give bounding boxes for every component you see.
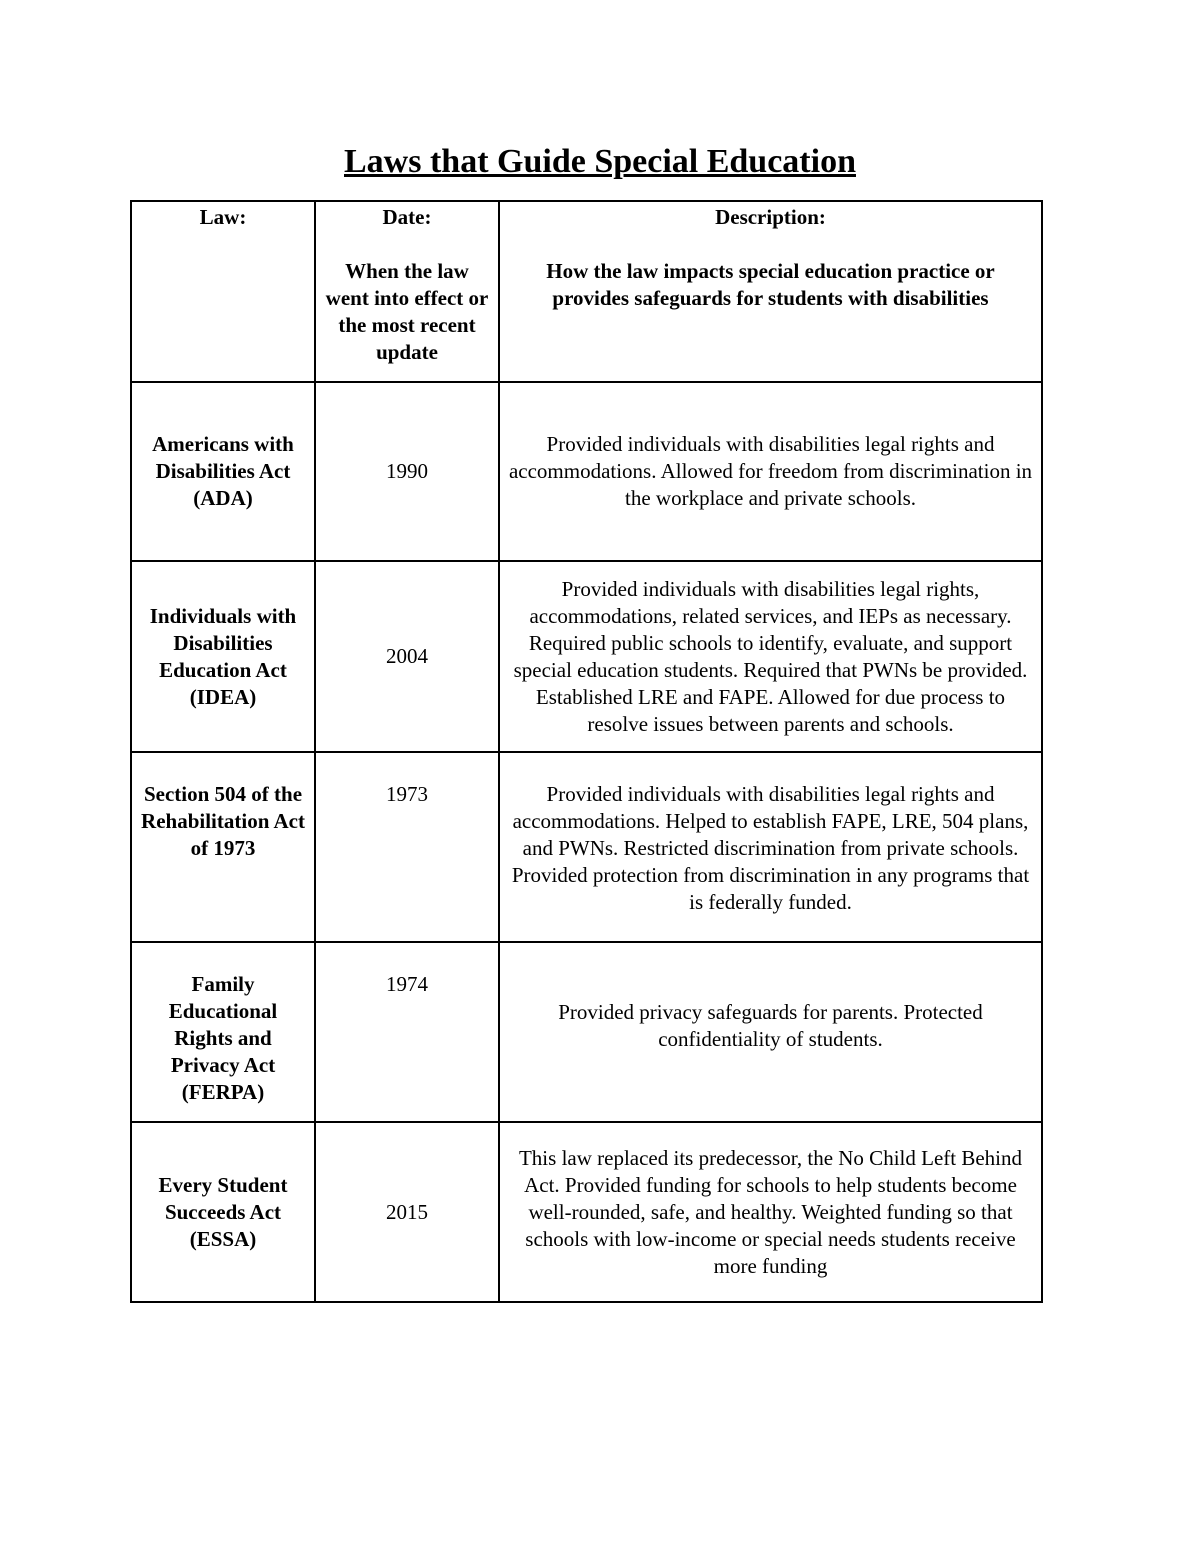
- header-description: [499, 201, 1042, 382]
- header-date-label: Date:: [382, 205, 432, 229]
- law-description: Provided individuals with disabilities legal rights and accommodations. Helped to establish FAPE, LRE, 504 plans, and PWNs. Restricted discrimination from private schools. Provided protection from discrimination in any programs that is federally funded.: [499, 752, 1042, 942]
- law-name: Individuals with Disabilities Education Act (IDEA): [131, 561, 315, 752]
- law-name: Americans with Disabilities Act (ADA): [131, 382, 315, 561]
- header-date-subtitle: When the law went into effect or the most recent update: [325, 259, 489, 364]
- header-law: [131, 201, 315, 382]
- law-date: 1990: [315, 382, 499, 561]
- law-description: Provided privacy safeguards for parents. Protected confidentiality of students.: [499, 942, 1042, 1122]
- table-row: [131, 942, 1042, 1122]
- table-row: [131, 561, 1042, 752]
- law-description: Provided individuals with disabilities legal rights and accommodations. Allowed for freedom from discrimination in the workplace and private schools.: [499, 382, 1042, 561]
- laws-table: [130, 200, 1043, 1303]
- page-title: Laws that Guide Special Education: [344, 143, 856, 180]
- header-law-label: Law:: [199, 205, 247, 229]
- law-name: Family Educational Rights and Privacy Act (FERPA): [131, 942, 315, 1122]
- law-date: 2015: [315, 1122, 499, 1302]
- header-description-subtitle: How the law impacts special education practice or provides safeguards for students with disabilities: [546, 259, 995, 310]
- law-date: 1974: [315, 942, 499, 1122]
- law-date: 1973: [315, 752, 499, 942]
- header-description-label: Description:: [715, 205, 826, 229]
- law-date: 2004: [315, 561, 499, 752]
- table-row: [131, 382, 1042, 561]
- table-row: [131, 752, 1042, 942]
- law-name: Every Student Succeeds Act (ESSA): [131, 1122, 315, 1302]
- law-name: Section 504 of the Rehabilitation Act of 1973: [131, 752, 315, 942]
- table-header-row: [131, 201, 1042, 382]
- law-description: Provided individuals with disabilities legal rights, accommodations, related services, and IEPs as necessary. Required public schools to identify, evaluate, and support special education students. Required that PWNs be provided. Established LRE and FAPE. Allowed for due process to resolve issues between parents and schools.: [499, 561, 1042, 752]
- header-date: [315, 201, 499, 382]
- law-description: This law replaced its predecessor, the No Child Left Behind Act. Provided funding for schools to help students become well-rounded, safe, and healthy. Weighted funding so that schools with low-income or special needs students receive more funding: [499, 1122, 1042, 1302]
- table-row: [131, 1122, 1042, 1302]
